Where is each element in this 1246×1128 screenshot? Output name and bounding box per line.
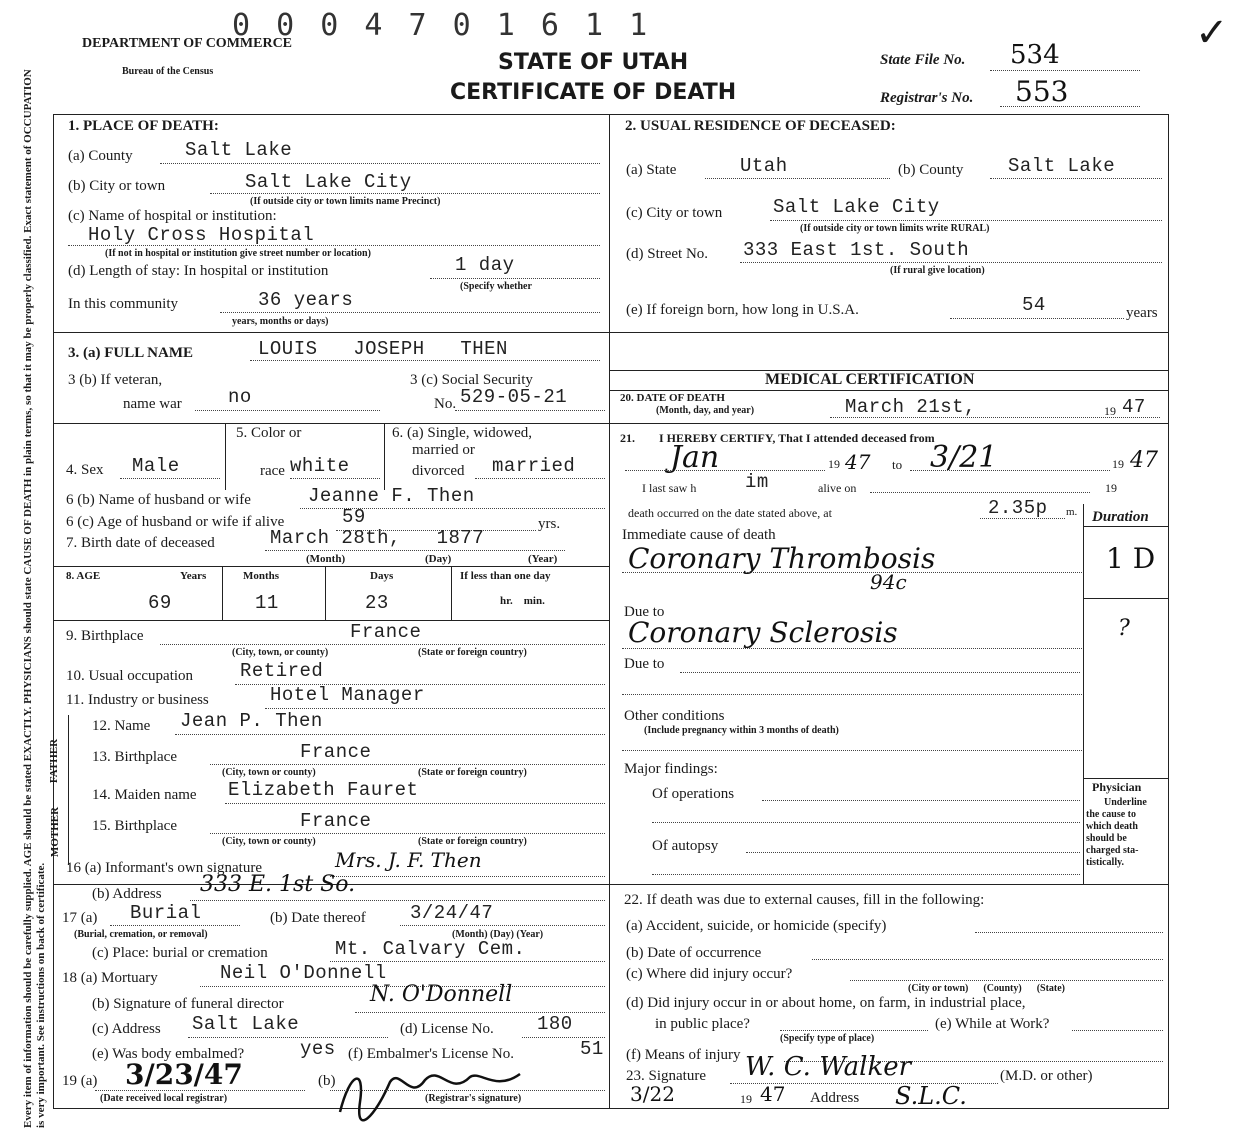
dod-year: 47 — [1122, 396, 1146, 418]
due-to-label: Due to — [624, 604, 665, 620]
pod-hospital-note: (If not in hospital or institution give street number or location) — [105, 248, 371, 259]
pod-city-label: (b) City or town — [68, 178, 166, 194]
mother-name-value: Elizabeth Fauret — [228, 779, 419, 801]
signature-year: 47 — [760, 1082, 786, 1106]
marital-label-2: married or — [412, 442, 475, 458]
mother-birth-label: 15. Birthplace — [92, 818, 177, 834]
father-name-label: 12. Name — [92, 718, 151, 734]
marital-label-3: divorced — [412, 463, 465, 479]
sex-value: Male — [132, 455, 180, 477]
external-a: (a) Accident, suicide, or homicide (specify) — [626, 918, 887, 934]
attended-to-year-prefix: 19 — [1112, 457, 1124, 471]
industry-value: Hotel Manager — [270, 684, 425, 706]
death-time-m: m. — [1066, 506, 1078, 518]
received-date: 3/23/47 — [125, 1058, 243, 1091]
pod-stay-label: (d) Length of stay: In hospital or institution — [68, 263, 329, 279]
informant-sig-label: 16 (a) Informant's own signature — [66, 860, 262, 876]
pod-stay-value: 1 day — [455, 254, 515, 276]
immediate-cause-label: Immediate cause of death — [622, 527, 776, 543]
res-foreign-label: (e) If foreign born, how long in U.S.A. — [626, 302, 859, 318]
external-c: (c) Where did injury occur? — [626, 966, 793, 982]
res-city-note: (If outside city or town limits write RURAL) — [800, 223, 990, 234]
spouse-label: 6 (b) Name of husband or wife — [66, 492, 251, 508]
full-name-value: LOUIS JOSEPH THEN — [258, 338, 508, 360]
res-foreign-unit: years — [1126, 305, 1158, 321]
registrars-label: Registrar's No. — [880, 90, 974, 106]
external-d2: in public place? — [655, 1016, 750, 1032]
attended-from-year: 47 — [845, 450, 871, 474]
signature-address-label: Address — [810, 1090, 860, 1106]
spouse-value: Jeanne F. Then — [308, 485, 475, 507]
death-time-label: death occurred on the date stated above, at — [628, 506, 832, 520]
signature-address: S.L.C. — [895, 1082, 967, 1110]
mortuary-address-label: (c) Address — [92, 1021, 161, 1037]
signature-year-prefix: 19 — [740, 1092, 752, 1106]
immediate-cause-code: 94c — [870, 570, 907, 594]
age-days-value: 23 — [365, 592, 389, 614]
mother-state-note: (State or foreign country) — [418, 836, 527, 847]
certificate-title: CERTIFICATE OF DEATH — [450, 80, 737, 105]
age-lt-day-label: If less than one day — [460, 570, 551, 582]
occupation-label: 10. Usual occupation — [66, 668, 194, 684]
year-label: (Year) — [528, 553, 558, 565]
attended-to-label: to — [892, 457, 903, 472]
birthplace-label: 9. Birthplace — [66, 628, 144, 644]
embalmer-license-label: (f) Embalmer's License No. — [348, 1046, 514, 1062]
dod-sublabel: (Month, day, and year) — [656, 405, 755, 416]
place-of-death-heading: 1. PLACE OF DEATH: — [68, 118, 219, 134]
bureau-label: Bureau of the Census — [122, 66, 214, 77]
color-label: 5. Color or — [236, 425, 302, 441]
external-d-note: (Specify type of place) — [780, 1033, 875, 1044]
pod-hospital-value: Holy Cross Hospital — [88, 224, 315, 246]
age-months-label: Months — [243, 570, 280, 582]
age-label: 8. AGE — [66, 570, 101, 582]
funeral-director-signature: N. O'Donnell — [370, 982, 513, 1007]
duration-label: Duration — [1092, 509, 1149, 525]
physician-label: Physician — [1092, 780, 1142, 794]
birthplace-city-note: (City, town, or county) — [232, 647, 329, 658]
signature-label: 23. Signature — [626, 1068, 706, 1084]
birth-date-value: March 28th, 1877 — [270, 527, 485, 549]
license-value: 180 — [537, 1013, 573, 1035]
mortuary-address-value: Salt Lake — [192, 1013, 300, 1035]
birthplace-state-note: (State or foreign country) — [418, 647, 527, 658]
physician-note-5: charged sta- — [1086, 845, 1139, 856]
registrar-signature — [330, 1062, 530, 1122]
physician-signature: W. C. Walker — [745, 1052, 912, 1082]
external-f: (f) Means of injury — [626, 1047, 741, 1063]
immediate-cause-value: Coronary Thrombosis — [628, 542, 936, 575]
department-label: DEPARTMENT OF COMMERCE — [82, 36, 293, 51]
received-note: (Date received local registrar) — [100, 1093, 228, 1104]
father-name-value: Jean P. Then — [180, 710, 323, 732]
of-operations-label: Of operations — [652, 786, 735, 802]
alive-year-prefix: 19 — [1105, 481, 1117, 495]
burial-label: 17 (a) — [62, 910, 98, 926]
mortuary-value: Neil O'Donnell — [220, 962, 387, 984]
signature-date: 3/22 — [630, 1082, 675, 1106]
veteran-label: 3 (b) If veteran, — [68, 372, 163, 388]
mother-side-label: MOTHER — [49, 806, 62, 858]
embalmer-license-value: 51 — [580, 1038, 604, 1060]
embalmed-label: (e) Was body embalmed? — [92, 1046, 245, 1062]
registrars-number: 553 — [1015, 75, 1069, 108]
embalmed-value: yes — [300, 1038, 336, 1060]
last-saw-value: im — [745, 471, 769, 493]
day-label: (Day) — [425, 553, 452, 565]
margin-instructions: Every item of information should be carefully supplied. AGE should be stated EXACTLY. PHYSICIANS should state CAUSE OF DEATH in plain terms, so that it may be properly classified. Exact statement of OCCUPATION is very important. See instructions on back of certificate. — [22, 69, 47, 1128]
mother-name-label: 14. Maiden name — [92, 787, 197, 803]
mother-birth-value: France — [300, 810, 372, 832]
race-value: white — [290, 455, 350, 477]
burial-date-value: 3/24/47 — [410, 902, 494, 924]
of-autopsy-label: Of autopsy — [652, 838, 719, 854]
month-label: (Month) — [306, 553, 346, 565]
physician-note-6: tistically. — [1086, 857, 1125, 868]
burial-date-label: (b) Date thereof — [270, 910, 366, 926]
res-city-label: (c) City or town — [626, 205, 723, 221]
age-days-label: Days — [370, 570, 394, 582]
marital-value: married — [492, 455, 576, 477]
res-street-note: (If rural give location) — [890, 265, 985, 276]
attended-to: 3/21 — [930, 440, 998, 475]
industry-label: 11. Industry or business — [66, 692, 209, 708]
immediate-cause-duration: 1 D — [1106, 542, 1156, 575]
physician-note-3: which death — [1086, 821, 1138, 832]
registrar-sig-note: (Registrar's signature) — [425, 1093, 522, 1104]
external-b: (b) Date of occurrence — [626, 945, 762, 961]
res-foreign-value: 54 — [1022, 294, 1046, 316]
age-years-value: 69 — [148, 592, 172, 614]
res-state-label: (a) State — [626, 162, 677, 178]
pod-stay-note: (Specify whether — [460, 281, 532, 292]
certify-label: 21. I HEREBY CERTIFY, That I attended deceased from — [620, 431, 935, 445]
check-mark: ✓ — [1195, 10, 1229, 56]
major-findings-label: Major findings: — [624, 761, 718, 777]
alive-label: alive on — [818, 481, 857, 495]
birth-date-label: 7. Birth date of deceased — [66, 535, 215, 551]
dod-label: 20. DATE OF DEATH — [620, 392, 725, 404]
pod-community-note: years, months or days) — [232, 316, 329, 327]
marital-label-1: 6. (a) Single, widowed, — [392, 425, 532, 441]
other-conditions-label: Other conditions — [624, 708, 725, 724]
registrar-sig-label: (b) — [318, 1073, 336, 1089]
res-city-value: Salt Lake City — [773, 196, 940, 218]
ss-value: 529-05-21 — [460, 386, 568, 408]
age-hr-min: hr. min. — [500, 595, 545, 607]
full-name-label: 3. (a) FULL NAME — [68, 345, 193, 361]
informant-address-label: (b) Address — [92, 886, 162, 902]
external-e: (e) While at Work? — [935, 1016, 1050, 1032]
burial-mdy-note: (Month) (Day) (Year) — [452, 929, 544, 940]
state-file-label: State File No. — [880, 52, 966, 68]
due-to-duration: ? — [1118, 616, 1130, 641]
burial-value: Burial — [130, 902, 202, 924]
last-saw-label: I last saw h — [642, 481, 697, 495]
dod-value: March 21st, — [845, 396, 976, 418]
informant-address: 333 E. 1st So. — [200, 872, 356, 897]
pod-county-label: (a) County — [68, 148, 133, 164]
other-conditions-note: (Include pregnancy within 3 months of death) — [644, 725, 839, 736]
father-side-label: FATHER — [48, 738, 61, 784]
physician-note-4: should be — [1086, 833, 1127, 844]
pod-community-label: In this community — [68, 296, 178, 312]
attended-from: Jan — [670, 440, 720, 475]
spouse-age-unit: yrs. — [538, 516, 561, 532]
res-county-label: (b) County — [898, 162, 964, 178]
father-city-note: (City, town or county) — [222, 767, 316, 778]
father-birth-value: France — [300, 741, 372, 763]
external-cts-note: (City or town) (County) (State) — [908, 983, 1066, 994]
burial-note: (Burial, cremation, or removal) — [74, 929, 208, 940]
sex-label: 4. Sex — [66, 462, 104, 478]
residence-heading: 2. USUAL RESIDENCE OF DECEASED: — [625, 118, 896, 134]
father-birth-label: 13. Birthplace — [92, 749, 177, 765]
informant-signature: Mrs. J. F. Then — [335, 848, 482, 872]
received-label: 19 (a) — [62, 1073, 98, 1089]
due-to-value: Coronary Sclerosis — [628, 616, 898, 649]
md-label: (M.D. or other) — [1000, 1068, 1093, 1084]
mortuary-label: 18 (a) Mortuary — [62, 970, 158, 986]
father-state-note: (State or foreign country) — [418, 767, 527, 778]
ss-label: 3 (c) Social Security — [410, 372, 533, 388]
pod-city-note: (If outside city or town limits name Precinct) — [250, 196, 441, 207]
physician-note-2: the cause to — [1086, 809, 1136, 820]
res-street-label: (d) Street No. — [626, 246, 709, 262]
age-months-value: 11 — [255, 592, 279, 614]
physician-note-1: Underline — [1104, 797, 1147, 808]
burial-place-value: Mt. Calvary Cem. — [335, 938, 526, 960]
dod-year-prefix: 19 — [1104, 404, 1116, 418]
attended-from-year-prefix: 19 — [828, 457, 840, 471]
spouse-age-value: 59 — [342, 506, 366, 528]
pod-hospital-label: (c) Name of hospital or institution: — [68, 208, 277, 224]
age-years-label: Years — [180, 570, 207, 582]
attended-to-year: 47 — [1130, 448, 1158, 473]
death-time-value: 2.35p — [988, 497, 1048, 519]
burial-place-label: (c) Place: burial or cremation — [92, 945, 268, 961]
pod-city-value: Salt Lake City — [245, 171, 412, 193]
res-county-value: Salt Lake — [1008, 155, 1116, 177]
license-label: (d) License No. — [400, 1021, 494, 1037]
serial-number: 0 0 0 4 7 0 1 6 1 1 — [232, 8, 652, 43]
res-street-value: 333 East 1st. South — [743, 239, 970, 261]
due-to-2-label: Due to — [624, 656, 665, 672]
pod-county-value: Salt Lake — [185, 139, 293, 161]
war-value: no — [228, 386, 252, 408]
funeral-director-label: (b) Signature of funeral director — [92, 996, 284, 1012]
birthplace-value: France — [350, 621, 422, 643]
medical-heading: MEDICAL CERTIFICATION — [765, 371, 975, 388]
spouse-age-label: 6 (c) Age of husband or wife if alive — [66, 514, 285, 530]
state-title: STATE OF UTAH — [498, 50, 689, 75]
external-d: (d) Did injury occur in or about home, on farm, in industrial place, — [626, 995, 1026, 1011]
occupation-value: Retired — [240, 660, 324, 682]
state-file-number: 534 — [1010, 40, 1060, 70]
res-state-value: Utah — [740, 155, 788, 177]
ss-no-label: No. — [434, 396, 457, 412]
race-label: race — [260, 463, 285, 479]
mother-city-note: (City, town or county) — [222, 836, 316, 847]
pod-community-value: 36 years — [258, 289, 354, 311]
external-heading: 22. If death was due to external causes, fill in the following: — [624, 892, 985, 908]
war-label: name war — [123, 396, 182, 412]
